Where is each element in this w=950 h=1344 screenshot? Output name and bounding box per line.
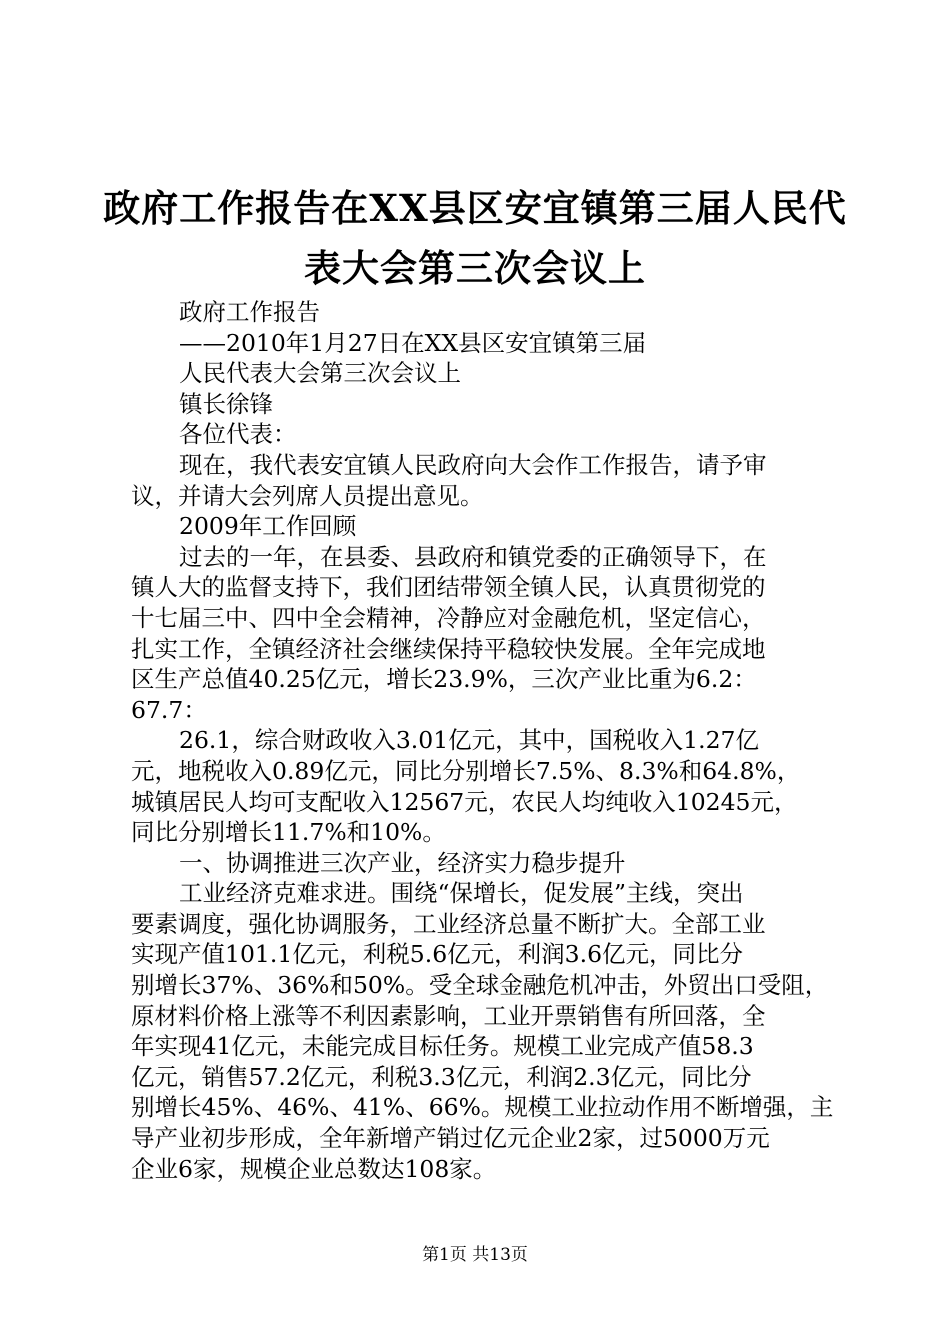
body-line: 城镇居民人均可支配收入12567元，农民人均纯收入10245元， xyxy=(131,787,798,816)
body-line: 原材料价格上涨等不利因素影响，工业开票销售有所回落，全 xyxy=(131,1001,766,1030)
body-line: 议，并请大会列席人员提出意见。 xyxy=(131,481,484,510)
body-line: 67.7： xyxy=(131,695,207,724)
body-line: 实现产值101.1亿元，利税5.6亿元，利润3.6亿元，同比分 xyxy=(131,940,744,969)
body-line: 镇人大的监督支持下，我们团结带领全镇人民，认真贯彻党的 xyxy=(131,573,766,602)
body-line: 别增长37%、36%和50%。受全球金融危机冲击，外贸出口受阻， xyxy=(131,971,829,1000)
body-line: 26.1，综合财政收入3.01亿元，其中，国税收入1.27亿 xyxy=(179,726,759,755)
body-line: 一、协调推进三次产业，经济实力稳步提升 xyxy=(179,848,626,877)
body-line: 别增长45%、46%、41%、66%。规模工业拉动作用不断增强，主 xyxy=(131,1093,834,1122)
body-line: ——2010年1月27日在XX县区安宜镇第三届 xyxy=(179,328,647,357)
body-line: 镇长徐锋 xyxy=(179,389,273,418)
body-line: 元，地税收入0.89亿元，同比分别增长7.5%、8.3%和64.8%， xyxy=(131,756,801,785)
body-line: 过去的一年，在县委、县政府和镇党委的正确领导下，在 xyxy=(179,542,767,571)
body-line: 导产业初步形成，全年新增产销过亿元企业2家，过5000万元 xyxy=(131,1124,770,1153)
body-line: 现在，我代表安宜镇人民政府向大会作工作报告，请予审 xyxy=(179,450,767,479)
body-line: 同比分别增长11.7%和10%。 xyxy=(131,818,446,847)
body-line: 十七届三中、四中全会精神，冷静应对金融危机，坚定信心， xyxy=(131,603,766,632)
body-line: 各位代表： xyxy=(179,420,297,449)
body-line: 年实现41亿元，未能完成目标任务。规模工业完成产值58.3 xyxy=(131,1032,754,1061)
body-line: 亿元，销售57.2亿元，利税3.3亿元，利润2.3亿元，同比分 xyxy=(131,1062,752,1091)
page-footer: 第1页 共13页 xyxy=(422,1245,528,1265)
body-line: 政府工作报告 xyxy=(179,298,320,326)
document-body xyxy=(131,297,834,1184)
body-line: 区生产总值40.25亿元，增长23.9%，三次产业比重为6.2： xyxy=(131,665,757,694)
document-title-line-2: 表大会第三次会议上 xyxy=(304,246,646,290)
body-line: 工业经济克难求进。围绕“保增长，促发展”主线，突出 xyxy=(179,879,744,908)
body-line: 2009年工作回顾 xyxy=(179,512,357,541)
body-line: 要素调度，强化协调服务，工业经济总量不断扩大。全部工业 xyxy=(131,909,766,938)
body-line: 人民代表大会第三次会议上 xyxy=(179,359,461,388)
document-title-line-1: 政府工作报告在XX县区安宜镇第三届人民代 xyxy=(103,186,847,230)
body-line: 企业6家，规模企业总数达108家。 xyxy=(131,1154,497,1183)
body-line: 扎实工作，全镇经济社会继续保持平稳较快发展。全年完成地 xyxy=(131,634,766,663)
